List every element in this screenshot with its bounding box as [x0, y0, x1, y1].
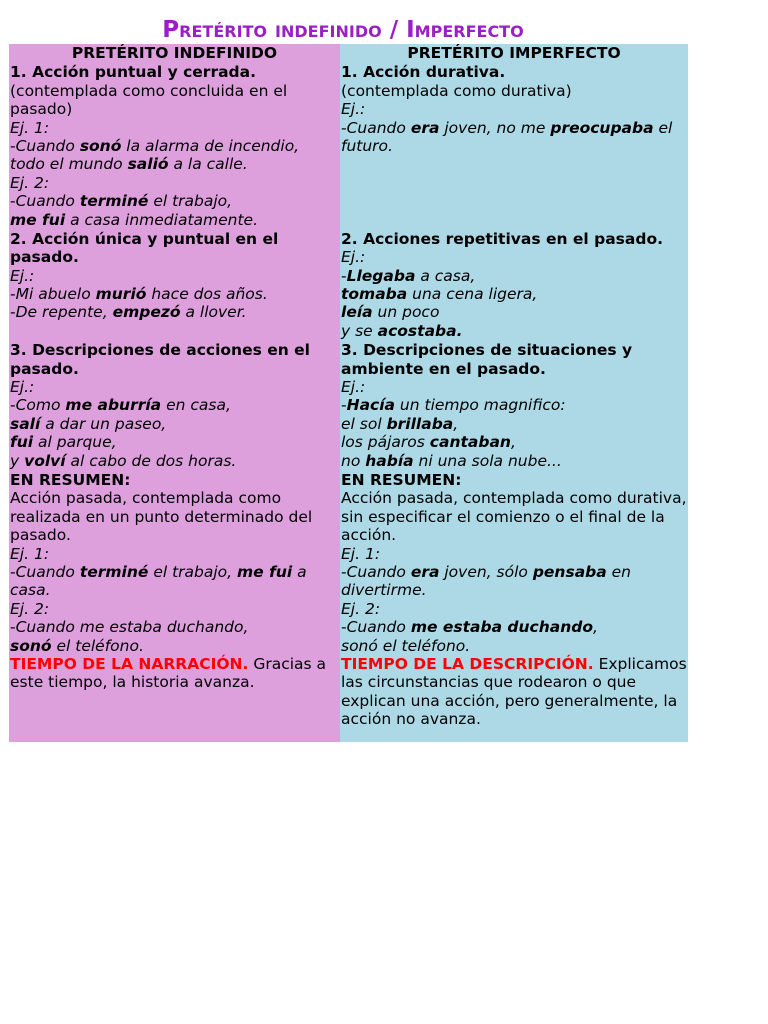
- italic-text: futuro.: [341, 136, 393, 155]
- italic-text: a dar un paseo,: [40, 414, 167, 433]
- italic-text: De repente,: [15, 303, 113, 322]
- section-heading: [10, 341, 340, 359]
- example-line: [10, 581, 340, 599]
- example-line: [10, 637, 340, 655]
- italic-text: a: [292, 562, 307, 581]
- emphasized-text: sonó: [79, 136, 122, 155]
- plain-text: -: [10, 396, 16, 415]
- italic-text: una cena ligera,: [407, 285, 538, 304]
- italic-text: Mi abuelo: [15, 285, 96, 304]
- emphasized-text: me fui: [10, 210, 66, 229]
- example-line: [10, 396, 340, 414]
- example-line: [341, 119, 688, 137]
- italic-text: Ej. 2:: [10, 599, 50, 618]
- indefinido-cell: [9, 470, 340, 742]
- body-text: [10, 82, 340, 100]
- tense-label: TIEMPO DE LA DESCRIPCIÓN.: [341, 654, 594, 673]
- example-line: [341, 581, 688, 599]
- plain-text: acción.: [341, 526, 397, 545]
- emphasized-text: fui: [10, 433, 34, 452]
- plain-text: -: [341, 118, 347, 137]
- italic-text: Cuando: [346, 562, 411, 581]
- plain-text: -: [10, 303, 16, 322]
- example-line: [10, 415, 340, 433]
- section-heading: [341, 63, 688, 81]
- example-label: [341, 600, 688, 618]
- italic-text: al parque,: [33, 433, 117, 452]
- plain-text: acción no avanza.: [341, 710, 481, 729]
- plain-text: pasado.: [10, 526, 71, 545]
- body-text: [10, 489, 340, 507]
- plain-text: Acción pasada, contemplada como: [10, 489, 282, 508]
- tense-summary-line: [10, 655, 340, 673]
- italic-text: el sol: [341, 414, 387, 433]
- section-heading: [10, 360, 340, 378]
- italic-text: un tiempo magnifico:: [395, 396, 566, 415]
- italic-text: Cuando: [346, 118, 411, 137]
- emphasized-text: Llegaba: [346, 266, 416, 285]
- indefinido-cell: [9, 340, 340, 470]
- plain-text: -: [10, 618, 16, 637]
- body-text: [341, 489, 688, 507]
- bold-text: 2. Acciones repetitivas en el pasado.: [341, 229, 664, 248]
- example-line: [341, 303, 688, 321]
- plain-text: sin especificar el comienzo o el final de la: [341, 507, 665, 526]
- imperfecto-cell: [340, 229, 688, 340]
- italic-text: no: [341, 451, 366, 470]
- tense-summary-line: [341, 655, 688, 673]
- example-line: [10, 618, 340, 636]
- body-text: [341, 508, 688, 526]
- comparison-table: [9, 44, 688, 742]
- example-label: [10, 174, 340, 192]
- section-heading: [10, 248, 340, 266]
- example-line: [10, 285, 340, 303]
- italic-text: en casa,: [161, 396, 231, 415]
- plain-text: Acción pasada, contemplada como durativa,: [341, 489, 687, 508]
- example-line: [341, 396, 688, 414]
- italic-text: a casa,: [415, 266, 476, 285]
- example-line: [10, 192, 340, 210]
- bold-text: EN RESUMEN:: [10, 470, 131, 489]
- emphasized-text: pensaba: [532, 562, 607, 581]
- italic-text: a la calle.: [168, 155, 248, 174]
- example-line: [10, 433, 340, 451]
- bold-text: 2. Acción única y puntual en el: [10, 229, 279, 248]
- plain-text: Explicamos: [593, 654, 687, 673]
- body-text: [10, 673, 340, 691]
- example-label: [10, 378, 340, 396]
- plain-text: -: [341, 562, 347, 581]
- table-row-3: [9, 340, 688, 470]
- example-label: [341, 545, 688, 563]
- bold-text: 3. Descripciones de situaciones y: [341, 341, 633, 360]
- section-heading: [341, 360, 688, 378]
- italic-text: y: [10, 451, 25, 470]
- italic-text: en: [606, 562, 632, 581]
- example-line: [10, 303, 340, 321]
- example-label: [10, 119, 340, 137]
- italic-text: divertirme.: [341, 581, 427, 600]
- body-text: [341, 526, 688, 544]
- example-line: [10, 137, 340, 155]
- emphasized-text: cantaban: [429, 433, 511, 452]
- emphasized-text: tomaba: [341, 285, 408, 304]
- plain-text: -: [10, 285, 16, 304]
- example-line: [341, 285, 688, 303]
- table-body: [9, 62, 688, 742]
- emphasized-text: era: [410, 562, 440, 581]
- imperfecto-cell: [340, 62, 688, 229]
- plain-text: -: [10, 192, 16, 211]
- italic-text: Cuando: [15, 192, 80, 211]
- example-label: [341, 100, 688, 118]
- emphasized-text: sonó: [10, 636, 52, 655]
- section-heading: [341, 230, 688, 248]
- bold-text: ambiente en el pasado.: [341, 359, 546, 378]
- italic-text: a casa inmediatamente.: [65, 210, 259, 229]
- emphasized-text: leía: [341, 303, 373, 322]
- example-line: [341, 452, 688, 470]
- plain-text: -: [10, 562, 16, 581]
- italic-text: Ej. 2:: [341, 599, 381, 618]
- example-line: [341, 618, 688, 636]
- italic-text: joven, sólo: [439, 562, 533, 581]
- italic-text: ,: [593, 618, 598, 637]
- italic-text: casa.: [10, 581, 51, 600]
- plain-text: este tiempo, la historia avanza.: [10, 673, 255, 692]
- plain-text: -: [341, 266, 347, 285]
- table-row-4: [9, 470, 688, 742]
- italic-text: Cuando: [15, 562, 80, 581]
- body-text: [10, 100, 340, 118]
- italic-text: el teléfono.: [51, 636, 144, 655]
- emphasized-text: salí: [10, 414, 41, 433]
- plain-text: realizada en un punto determinado del: [10, 507, 313, 526]
- plain-text: -: [341, 618, 347, 637]
- italic-text: y se: [341, 321, 378, 340]
- emphasized-text: me estaba duchando: [410, 618, 594, 637]
- emphasized-text: terminé: [79, 562, 149, 581]
- italic-text: Ej.:: [10, 266, 35, 285]
- italic-text: el trabajo,: [148, 562, 238, 581]
- emphasized-text: Hacía: [346, 396, 395, 415]
- emphasized-text: era: [410, 118, 440, 137]
- italic-text: Ej. 1:: [10, 118, 50, 137]
- plain-text: -: [10, 136, 16, 155]
- example-label: [10, 600, 340, 618]
- italic-text: a llover.: [180, 303, 247, 322]
- plain-text: (contemplada como durativa): [341, 81, 572, 100]
- table-row-1: [9, 62, 688, 229]
- emphasized-text: brillaba: [386, 414, 454, 433]
- italic-text: Ej.:: [341, 100, 366, 119]
- italic-text: joven, no me: [439, 118, 551, 137]
- column-header-imperfecto: PRETÉRITO IMPERFECTO: [340, 44, 688, 62]
- emphasized-text: preocupaba: [550, 118, 654, 137]
- italic-text: Ej. 2:: [10, 173, 50, 192]
- emphasized-text: terminé: [79, 192, 149, 211]
- example-line: [341, 322, 688, 340]
- plain-text: las circunstancias que rodearon o que: [341, 673, 637, 692]
- body-text: [10, 508, 340, 526]
- italic-text: todo el mundo: [10, 155, 128, 174]
- example-line: [341, 267, 688, 285]
- italic-text: Ej.:: [341, 378, 366, 397]
- emphasized-text: me fui: [237, 562, 293, 581]
- plain-text: explican una acción, pero generalmente, la: [341, 691, 678, 710]
- italic-text: Ej. 1:: [341, 544, 381, 563]
- plain-text: pasado): [10, 100, 73, 119]
- italic-text: ,: [510, 433, 516, 452]
- italic-text: Como: [15, 396, 66, 415]
- italic-text: Cuando me estaba duchando,: [15, 618, 249, 637]
- bold-text: 1. Acción durativa.: [341, 63, 506, 82]
- italic-text: hace dos años.: [146, 285, 268, 304]
- emphasized-text: había: [365, 451, 414, 470]
- emphasized-text: salió: [127, 155, 169, 174]
- section-heading: [10, 230, 340, 248]
- example-line: [10, 452, 340, 470]
- example-line: [341, 637, 688, 655]
- indefinido-cell: [9, 229, 340, 340]
- example-line: [341, 563, 688, 581]
- example-line: [10, 211, 340, 229]
- italic-text: al cabo de dos horas.: [65, 451, 237, 470]
- example-label: [341, 378, 688, 396]
- emphasized-text: murió: [95, 285, 147, 304]
- imperfecto-cell: [340, 470, 688, 742]
- italic-text: el: [653, 118, 673, 137]
- italic-text: Cuando: [346, 618, 411, 637]
- italic-text: Cuando: [15, 136, 80, 155]
- emphasized-text: volví: [24, 451, 66, 470]
- italic-text: Ej.:: [341, 248, 366, 267]
- summary-heading: [341, 471, 688, 489]
- section-heading: [10, 63, 340, 81]
- italic-text: Ej.:: [10, 378, 35, 397]
- emphasized-text: empezó: [112, 303, 181, 322]
- body-text: [341, 692, 688, 710]
- italic-text: el trabajo,: [148, 192, 233, 211]
- example-line: [341, 433, 688, 451]
- bold-text: EN RESUMEN:: [341, 470, 462, 489]
- italic-text: la alarma de incendio,: [121, 136, 300, 155]
- bold-text: 3. Descripciones de acciones en el: [10, 341, 310, 360]
- italic-text: ni una sola nube...: [413, 451, 562, 470]
- example-line: [10, 155, 340, 173]
- table-header-row: [9, 44, 688, 62]
- section-heading: [341, 341, 688, 359]
- bold-text: 1. Acción puntual y cerrada.: [10, 63, 257, 82]
- indefinido-cell: [9, 62, 340, 229]
- example-label: [10, 545, 340, 563]
- table-row-2: [9, 229, 688, 340]
- body-text: [341, 82, 688, 100]
- plain-text: Gracias a: [248, 654, 327, 673]
- column-header-indefinido: PRETÉRITO INDEFINIDO: [9, 44, 340, 62]
- italic-text: un poco: [372, 303, 440, 322]
- plain-text: -: [341, 396, 347, 415]
- italic-text: sonó el teléfono.: [341, 636, 471, 655]
- summary-heading: [10, 471, 340, 489]
- example-line: [341, 137, 688, 155]
- body-text: [341, 710, 688, 728]
- italic-text: Ej. 1:: [10, 544, 50, 563]
- bold-text: pasado.: [10, 359, 79, 378]
- example-line: [10, 563, 340, 581]
- emphasized-text: acostaba.: [377, 321, 463, 340]
- body-text: [341, 673, 688, 691]
- bold-text: pasado.: [10, 248, 79, 267]
- example-label: [341, 248, 688, 266]
- example-label: [10, 267, 340, 285]
- imperfecto-cell: [340, 340, 688, 470]
- page-title: Pretérito indefinido / Imperfecto: [162, 17, 524, 43]
- italic-text: los pájaros: [341, 433, 430, 452]
- italic-text: ,: [453, 414, 459, 433]
- emphasized-text: me aburría: [65, 396, 162, 415]
- plain-text: (contemplada como concluida en el: [10, 81, 288, 100]
- example-line: [341, 415, 688, 433]
- body-text: [10, 526, 340, 544]
- tense-label: TIEMPO DE LA NARRACIÓN.: [10, 654, 249, 673]
